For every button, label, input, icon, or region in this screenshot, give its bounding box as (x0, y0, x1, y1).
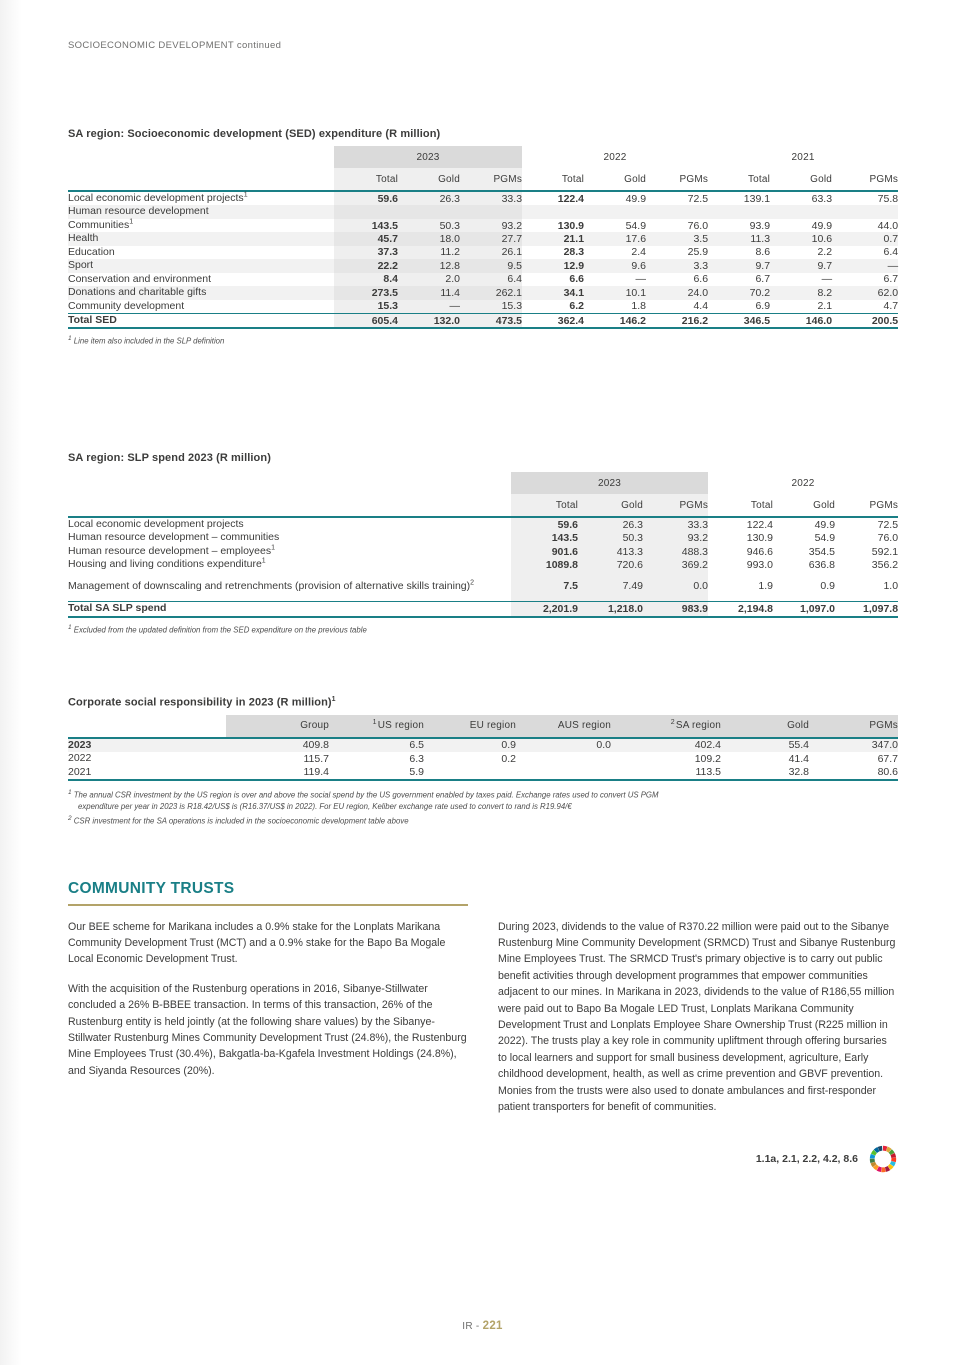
slp-row-label-0 (68, 517, 511, 531)
cell: 80.6 (877, 766, 898, 779)
slp-row-label-4 (68, 572, 511, 602)
col-label: Gold (787, 720, 809, 732)
footnote-marker: 1 (271, 544, 276, 552)
cell: 76.0 (687, 219, 709, 232)
col-label: PGMs (869, 720, 898, 732)
table-row (68, 273, 898, 286)
cell: 132.0 (398, 313, 460, 328)
cell: 34.1 (522, 286, 584, 299)
cell: 45.7 (334, 232, 398, 245)
cell: 59.6 (334, 191, 398, 205)
sed-row-label-3 (68, 232, 334, 245)
row-label-text: Local economic development projects (68, 518, 244, 530)
footnote-marker: 1 (331, 696, 336, 703)
slp-total-row (68, 602, 898, 617)
table-row (68, 558, 898, 571)
csr-footnote-2 (68, 814, 898, 827)
footnote-marker: 1 (243, 191, 248, 199)
cell: 0.0 (643, 572, 708, 602)
csr-footnote-1-line1: The annual CSR investment by the US region is over and above the social spend by the US government enabled by taxes paid. Exchange rates used to convert US PGM (73, 790, 659, 800)
section-rule (68, 904, 468, 906)
cell (522, 205, 584, 218)
sed-group-2023: 2023 (334, 146, 522, 168)
row-label-text: Management of downscaling and retrenchments (provision of alternative skills training) (68, 579, 471, 592)
cell: — (821, 273, 833, 286)
cell: 15.3 (460, 300, 522, 314)
cell: 2,194.8 (708, 602, 773, 617)
cell: 25.9 (687, 246, 709, 259)
sed-footnote-marker: 1 (68, 335, 72, 343)
sed-subhead-2022-total: Total (522, 168, 584, 191)
slp-subhead-2022-pgms: PGMs (835, 494, 898, 517)
slp-row-label-1 (68, 531, 511, 544)
cell: 72.5 (687, 192, 709, 205)
cell: 33.3 (643, 517, 708, 531)
cell: 59.6 (511, 517, 578, 531)
slp-footnote-text: Excluded from the updated definition from the SED expenditure on the previous table (73, 625, 367, 635)
table-row (68, 300, 898, 314)
paragraph: Our BEE scheme for Marikana includes a 0.9% stake for the Lonplats Marikana Community Development Trust (MCT) and a 0.9% stake for the Bapo Ba Mogale Local Economic Development Trust. (68, 920, 446, 966)
cell: 6.2 (569, 300, 585, 313)
cell (398, 205, 460, 218)
cell: 41.4 (788, 752, 809, 765)
sdg-codes: 1.1a, 2.1, 2.2, 4.2, 8.6 (755, 1153, 858, 1166)
cell: 75.8 (877, 192, 899, 205)
table-row (68, 246, 898, 259)
csr-col-group (226, 715, 329, 738)
cell (646, 205, 708, 218)
cell: 49.9 (625, 192, 647, 205)
cell: 54.9 (814, 532, 836, 545)
sed-sub-header-row (68, 168, 898, 191)
cell: 11.3 (708, 232, 770, 245)
cell: 901.6 (511, 545, 578, 558)
row-label-text: Communities (68, 218, 130, 231)
sed-footnote (68, 334, 898, 347)
sed-row-label-5 (68, 259, 334, 272)
cell: 3.5 (646, 232, 708, 245)
slp-table (68, 472, 898, 618)
cell: 6.7 (883, 273, 899, 286)
cell: 1,218.0 (578, 602, 643, 617)
cell: 1.8 (631, 300, 647, 313)
csr-section (68, 696, 898, 827)
cell (424, 766, 516, 780)
cell: — (832, 259, 898, 272)
cell: 17.6 (584, 232, 646, 245)
table-row (68, 517, 898, 531)
slp-subhead-2023-total: Total (511, 494, 578, 517)
cell: 10.1 (584, 286, 646, 299)
row-label-text: Conservation and environment (68, 272, 212, 285)
cell: 2,201.9 (511, 602, 578, 617)
csr-title-text: Corporate social responsibility in 2023 (R million) (68, 696, 332, 709)
cell: 63.3 (811, 192, 833, 205)
csr-footnote-2-marker: 2 (68, 814, 72, 822)
table-row (68, 572, 898, 602)
cell: 93.2 (643, 531, 708, 544)
cell: 32.8 (788, 766, 809, 779)
footnote-marker: 2 (670, 718, 675, 726)
sed-group-header-row (68, 146, 898, 168)
csr-col-sa-region (611, 715, 721, 738)
cell: 72.5 (877, 518, 899, 531)
cell: 113.5 (695, 766, 721, 779)
cell: 49.9 (814, 518, 836, 531)
cell: 9.5 (460, 259, 522, 272)
cell: 9.7 (708, 259, 770, 272)
table-row (68, 232, 898, 245)
cell (832, 205, 898, 218)
cell: 9.6 (584, 259, 646, 272)
table-row (68, 286, 898, 299)
cell: 0.2 (501, 752, 516, 765)
slp-row-label-2 (68, 545, 511, 558)
cell: 354.5 (808, 545, 836, 558)
row-label-text: Donations and charitable gifts (68, 286, 207, 299)
cell: 362.4 (522, 313, 584, 328)
footer-prefix: IR - (462, 1321, 483, 1332)
cell: 273.5 (334, 286, 398, 299)
sed-corner-cell (68, 146, 334, 168)
cell: — (635, 273, 647, 286)
cell: 1.0 (883, 580, 899, 593)
sed-row-label-6 (68, 273, 334, 286)
cell: 93.9 (749, 219, 771, 232)
sed-table-body (68, 191, 898, 328)
row-label-text: Local economic development projects (68, 192, 244, 204)
cell: 7.5 (511, 572, 578, 602)
cell: 130.9 (557, 219, 585, 232)
table-row (68, 259, 898, 272)
slp-group-2023: 2023 (511, 472, 708, 494)
cell: 27.7 (460, 232, 522, 245)
cell (584, 205, 646, 218)
cell: 1.9 (758, 580, 774, 593)
slp-section (68, 452, 898, 636)
slp-row-label-3 (68, 558, 511, 571)
slp-subhead-2022-total: Total (708, 494, 773, 517)
cell: 21.1 (522, 232, 584, 245)
footer-page-number: 221 (482, 1320, 503, 1332)
page-footer (0, 1320, 965, 1332)
table-row (68, 766, 898, 780)
cell: 1,097.0 (773, 602, 835, 617)
csr-col-gold (721, 715, 809, 738)
right-column (498, 919, 898, 1129)
row-label-text: Housing and living conditions expenditure (68, 558, 262, 571)
cell: 33.3 (460, 191, 522, 205)
csr-table (68, 715, 898, 781)
cell: 15.3 (334, 300, 398, 314)
row-label-text: Health (68, 232, 99, 245)
csr-header-row (68, 715, 898, 738)
slp-table-body (68, 517, 898, 617)
cell: 6.4 (883, 246, 899, 259)
cell: 10.6 (770, 232, 832, 245)
csr-table-body (68, 738, 898, 780)
cell: 50.3 (578, 531, 643, 544)
slp-total-label: Total SA SLP spend (68, 602, 511, 617)
cell: 2.4 (631, 246, 647, 259)
cell: 28.3 (563, 246, 585, 259)
cell: 7.49 (578, 572, 643, 602)
cell: 26.3 (398, 191, 460, 205)
cell: 24.0 (646, 286, 708, 299)
sed-group-2021: 2021 (791, 151, 815, 163)
cell: 0.9 (820, 580, 836, 593)
cell (460, 205, 522, 218)
section-heading: COMMUNITY TRUSTS (68, 880, 235, 897)
sed-table-title: SA region: Socioeconomic development (SED) expenditure (R million) (68, 128, 441, 140)
cell: 18.0 (398, 232, 460, 245)
col-label: AUS region (557, 720, 611, 732)
slp-subhead-2023-gold: Gold (578, 494, 643, 517)
cell: 262.1 (460, 286, 522, 299)
cell: 993.0 (746, 559, 774, 572)
cell: 6.5 (329, 738, 424, 752)
sed-subhead-2022-gold: Gold (584, 168, 646, 191)
cell: 44.0 (877, 219, 899, 232)
cell: 346.5 (708, 313, 770, 328)
csr-col-aus-region (516, 715, 611, 738)
slp-footnote (68, 623, 898, 636)
cell: 402.4 (611, 738, 721, 752)
cell: 11.2 (398, 246, 460, 259)
cell: 8.6 (755, 246, 771, 259)
cell: 26.3 (578, 517, 643, 531)
cell: 592.1 (871, 545, 899, 558)
slp-footnote-marker: 1 (68, 623, 72, 631)
paragraph: With the acquisition of the Rustenburg operations in 2016, Sibanye-Stillwater concluded a 26% B-BBEE transaction. In terms of this transaction, 26% of the Rustenburg entity is held jointly (at the following share values) by the Sibanye-Stillwater Rustenburg Mines Community Development Trust (24.8%), the Rustenburg Mine Employees Trust (30.4%), Bakgatla-ba-Kgafela Investment Holdings (24.8%), and Siyanda Resources (20%). (68, 982, 467, 1077)
community-trusts-section (68, 880, 898, 1174)
cell: 4.7 (883, 300, 899, 313)
cell: 50.3 (398, 219, 460, 232)
cell (516, 752, 611, 765)
cell: 0.9 (424, 738, 516, 752)
table-row (68, 752, 898, 765)
row-label-text: Community development (68, 299, 185, 312)
col-label: Group (300, 720, 329, 732)
sed-row-label-4 (68, 246, 334, 259)
csr-col-pgms (809, 715, 898, 738)
cell: 6.6 (569, 273, 585, 286)
csr-col-eu-region (424, 715, 516, 738)
footnote-marker: 2 (470, 579, 475, 587)
cell: 62.0 (832, 286, 898, 299)
csr-footnote-1-marker: 1 (68, 788, 72, 796)
cell: 2.0 (398, 273, 460, 286)
cell: 22.2 (334, 259, 398, 272)
cell: 143.5 (511, 531, 578, 544)
footnote-marker: 1 (261, 557, 266, 565)
cell: 409.8 (226, 738, 329, 752)
sed-subhead-2022-pgms: PGMs (646, 168, 708, 191)
cell: 70.2 (708, 286, 770, 299)
cell: 8.4 (334, 273, 398, 286)
cell: 122.4 (746, 518, 774, 531)
cell: 2.1 (817, 300, 833, 313)
cell: 6.4 (460, 273, 522, 286)
cell: 5.9 (409, 766, 424, 779)
cell (708, 205, 770, 218)
cell: 200.5 (832, 313, 898, 328)
csr-table-title (68, 696, 898, 709)
running-header (68, 40, 281, 51)
cell: 6.6 (693, 273, 709, 286)
sdg-reference-line (68, 1144, 898, 1174)
cell: 3.3 (646, 259, 708, 272)
csr-footnote-1 (68, 788, 898, 813)
left-column (68, 919, 468, 1129)
csr-col-us-region (329, 715, 424, 738)
csr-corner-cell (68, 715, 226, 738)
cell: 115.7 (303, 752, 329, 765)
sed-subhead-2021-gold: Gold (770, 168, 832, 191)
table-row (68, 738, 898, 752)
sed-group-2022: 2022 (603, 151, 627, 163)
cell: 49.9 (811, 219, 833, 232)
slp-table-title: SA region: SLP spend 2023 (R million) (68, 452, 271, 464)
slp-sub-header-row (68, 494, 898, 517)
cell: 12.9 (522, 259, 584, 272)
col-label: SA region (675, 720, 721, 732)
footnote-marker: 1 (372, 718, 377, 726)
sed-row-label-7 (68, 286, 334, 299)
cell: 4.4 (693, 300, 709, 313)
sed-subhead-2023-gold: Gold (398, 168, 460, 191)
sed-subhead-2023-pgms: PGMs (460, 168, 522, 191)
cell: 143.5 (334, 219, 398, 232)
sed-subhead-2023-total: Total (334, 168, 398, 191)
slp-subhead-blank (68, 494, 511, 517)
cell: 0.7 (832, 232, 898, 245)
cell: 109.2 (694, 752, 721, 765)
sed-subhead-blank (68, 168, 334, 191)
sed-subhead-2021-total: Total (708, 168, 770, 191)
table-row (68, 219, 898, 232)
table-row (68, 545, 898, 558)
cell: 946.6 (746, 545, 774, 558)
cell: 473.5 (460, 313, 522, 328)
page-left-edge-shadow (0, 0, 22, 1365)
csr-row-year-1: 2022 (68, 752, 92, 765)
cell: 2.2 (817, 246, 833, 259)
cell: 11.4 (398, 286, 460, 299)
cell: 347.0 (809, 738, 898, 752)
slp-group-2022: 2022 (791, 477, 815, 489)
row-label-text: Human resource development – employees (68, 544, 272, 557)
sed-total-label: Total SED (68, 313, 334, 328)
cell: 9.7 (770, 259, 832, 272)
cell: 122.4 (557, 192, 585, 205)
table-row (68, 191, 898, 205)
cell: 8.2 (770, 286, 832, 299)
cell: 0.0 (516, 738, 611, 752)
cell (770, 205, 832, 218)
sed-subhead-2021-pgms: PGMs (832, 168, 898, 191)
cell: 37.3 (334, 246, 398, 259)
row-label-text: Human resource development (68, 205, 209, 218)
row-label-text: Education (68, 245, 115, 258)
row-label-text: Sport (68, 259, 94, 272)
cell: 1,097.8 (835, 602, 898, 617)
csr-footnote-1-line2: expenditure per year in 2023 is R18.42/US$ is (R16.37/US$ in 2022). For EU region, Keliber exchange rate used to convert to rand is R19.94/€ (78, 802, 572, 812)
cell: 636.8 (808, 559, 836, 572)
cell: 119.4 (303, 766, 329, 779)
cell: 369.2 (643, 558, 708, 571)
slp-corner-cell (68, 472, 511, 494)
footnote-marker: 1 (129, 218, 134, 226)
cell: 6.7 (755, 273, 771, 286)
csr-row-year-2: 2021 (68, 765, 92, 778)
cell: 216.2 (646, 313, 708, 328)
sed-section (68, 128, 898, 348)
cell: 139.1 (743, 192, 771, 205)
cell: 413.3 (578, 545, 643, 558)
cell: 6.9 (755, 300, 771, 313)
cell: 605.4 (334, 313, 398, 328)
col-label: US region (377, 720, 424, 732)
running-header-suffix: continued (236, 40, 282, 51)
sdg-wheel-icon (868, 1144, 898, 1174)
cell: 55.4 (721, 738, 809, 752)
sed-row-label-1 (68, 205, 334, 218)
table-row (68, 531, 898, 544)
paragraph: During 2023, dividends to the value of R370.22 million were paid out to the Sibanye Rustenburg Mine Community Development (SRMCD) Trust and Sibanye Rustenburg Mine Employees Trust. The SRMCD Trust's primary objective is to carry out public benefit activities through development programmes that empower communities adjacent to our mines. In Marikana in 2023, dividends to the value of R186,55 million were paid out to Bapo Ba Mogale LED Trust, Lonplats Marikana Community Development Trust and Lonplats Employee Share Ownership Trust (R225 million in 2022). The trusts play a key role in community upliftment through offering bursaries to local learners and support for small business development, agriculture, Early childhood development, health, as well as crime prevention and GBVF prevention. Monies from the trusts were also used to donate ambulances and first-responder patient transporters for benefit of communities. (498, 920, 896, 1114)
cell: 12.8 (398, 259, 460, 272)
csr-footnote-2-line1: CSR investment for the SA operations is included in the socioeconomic development table above (73, 816, 409, 826)
cell: 93.2 (460, 219, 522, 232)
cell: 720.6 (578, 558, 643, 571)
cell (516, 766, 611, 780)
cell: 146.0 (770, 313, 832, 328)
csr-row-year-0: 2023 (68, 738, 226, 752)
cell: 130.9 (746, 532, 774, 545)
slp-group-header-row (68, 472, 898, 494)
cell (334, 205, 398, 218)
slp-subhead-2023-pgms: PGMs (643, 494, 708, 517)
cell: 356.2 (871, 559, 899, 572)
cell: 1089.8 (511, 558, 578, 571)
cell: 488.3 (643, 545, 708, 558)
row-label-text: Human resource development – communities (68, 531, 280, 544)
sed-row-label-8 (68, 300, 334, 314)
two-column-body (68, 919, 898, 1129)
cell: 76.0 (877, 532, 899, 545)
table-row (68, 205, 898, 218)
running-header-title: SOCIOECONOMIC DEVELOPMENT (68, 40, 234, 51)
cell: 54.9 (625, 219, 647, 232)
sed-table (68, 146, 898, 329)
cell: 146.2 (584, 313, 646, 328)
sed-footnote-text: Line item also included in the SLP definition (73, 336, 225, 346)
cell: 6.3 (409, 752, 424, 765)
cell: 26.1 (460, 246, 522, 259)
col-label: EU region (469, 720, 516, 732)
slp-subhead-2022-gold: Gold (773, 494, 835, 517)
sed-total-row (68, 313, 898, 328)
cell: 983.9 (643, 602, 708, 617)
cell: — (398, 300, 460, 314)
sed-row-label-0 (68, 191, 334, 205)
cell: 67.7 (877, 752, 898, 765)
sed-row-label-2 (68, 219, 334, 232)
